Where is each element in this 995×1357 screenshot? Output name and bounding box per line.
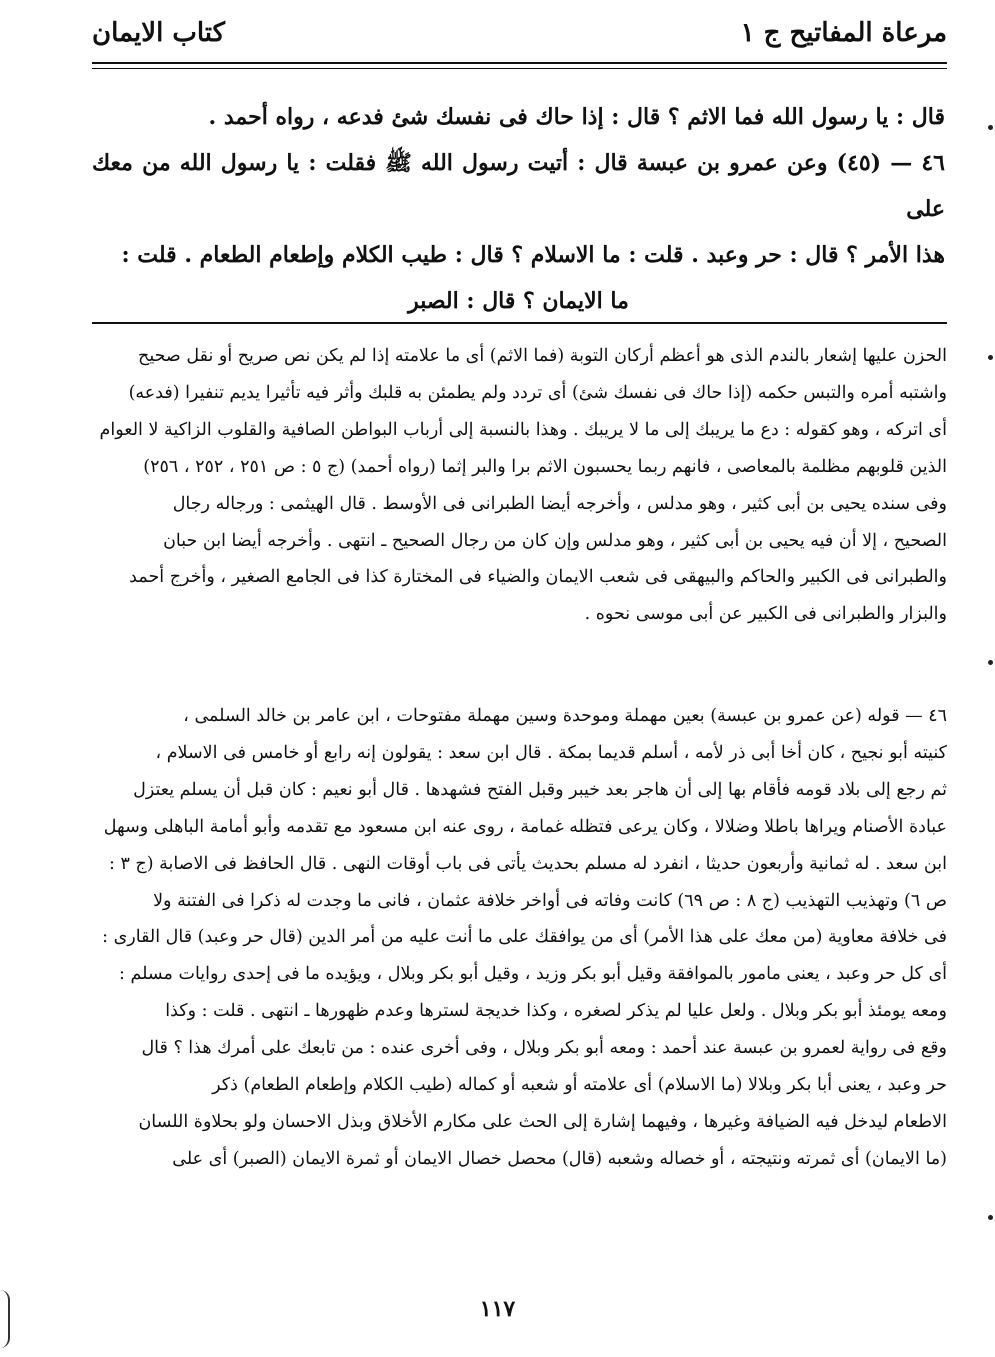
margin-mark bbox=[988, 660, 993, 665]
commentary-line: الحزن عليها إشعار بالندم الذى هو أعظم أركان التوبة (فما الاثم) أى ما علامته إذا لم يكن نص صريح أو نقل صحيح bbox=[138, 346, 947, 366]
hadith-line: ٤٦ — (٤٥) وعن عمرو بن عبسة قال : أتيت رسول الله ﷺ فقلت : يا رسول الله من معك على bbox=[92, 150, 945, 222]
page-header bbox=[92, 10, 947, 56]
commentary-line: حر وعبد ، يعنى أبا بكر وبلالا (ما الاسلام) أى علامته أو شعبه أو كماله (طيب الكلام وإطعام الطعام) ذكر bbox=[212, 1075, 947, 1096]
hadith-line: هذا الأمر ؟ قال : حر وعبد . قلت : ما الاسلام ؟ قال : طيب الكلام وإطعام الطعام . قلت : bbox=[121, 242, 945, 268]
commentary-line: الاطعام ليدخل فيه الضيافة وغيرها ، وفيهما إشارة إلى الحث على مكارم الأخلاق وبذل الاحسان ولو بحلاوة اللسان bbox=[138, 1111, 947, 1132]
header-rule bbox=[92, 62, 947, 69]
margin-mark bbox=[988, 125, 993, 130]
commentary-line: وقع فى رواية لعمرو بن عبسة عند أحمد : ومعه أبو بكر وبلال ، وفى أخرى عنده : من تابعك على أمرك هذا ؟ قال bbox=[141, 1038, 947, 1059]
hadith-line: قال : يا رسول الله فما الاثم ؟ قال : إذا حاك فى نفسك شئ فدعه ، رواه أحمد . bbox=[208, 104, 945, 130]
commentary-line: واشتبه أمره والتبس حكمه (إذا حاك فى نفسك شئ) أى تردد ولم يطمئن به قلبك وأثر فيه تأثيرا يديم تنفيرا (فدعه) bbox=[128, 382, 947, 403]
commentary-line: الذين قلوبهم مظلمة بالمعاصى ، فانهم ربما يحسبون الاثم برا والبر إثما (رواه أحمد) (ج ٥ : ص ٢٥١ ، ٢٥٢ ، ٢٥٦) bbox=[143, 456, 947, 477]
commentary-line: (ما الايمان) أى ثمرته ونتيجته ، أو خصاله وشعبه (قال) محصل خصال الايمان أو ثمرة الايمان (الصبر) أى على bbox=[172, 1148, 947, 1169]
commentary-line: ابن سعد . له ثمانية وأربعون حديثا ، انفرد له مسلم بحديث يأتى فى باب أوقات النهى . قال الحافظ فى الاصابة (ج ٣ : bbox=[108, 853, 947, 874]
page-edge-mark bbox=[0, 1290, 10, 1348]
book-title: مرعاة المفاتيح ج ١ bbox=[740, 18, 947, 48]
commentary-line: أى كل حر وعبد ، يعنى مامور بالموافقة وقيل أبو بكر وزيد ، وقيل أبو بكر وبلال ، ويؤيده ما فى إحدى روايات مسلم : bbox=[119, 964, 947, 985]
section-divider bbox=[92, 322, 947, 324]
page-number: ١١٧ bbox=[479, 1296, 516, 1322]
commentary-line: فى خلافة معاوية (من معك على هذا الأمر) أى من يوافقك على ما أنت عليه من أمر الدين (قال حر وعبد) قال القارى : bbox=[102, 927, 947, 948]
commentary-line: والبزار والطبرانى فى الكبير عن أبى موسى نحوه . bbox=[584, 604, 947, 625]
commentary-line: كنيته أبو نجيح ، كان أخا أبى ذر لأمه ، أسلم قديما بمكة . قال ابن سعد : يقولون إنه رابع أو خامس فى الاسلام ، bbox=[155, 742, 947, 763]
commentary-line: عبادة الأصنام ويراها باطلا وضلالا ، وكان يرعى فتظله غمامة ، روى عنه ابن مسعود مع تقدمه وأبو أمامة الباهلى وسهل bbox=[103, 816, 947, 837]
margin-mark bbox=[988, 1215, 993, 1220]
hadith-text bbox=[92, 94, 945, 324]
commentary-line: ص ٦) وتهذيب التهذيب (ج ٨ : ص ٦٩) كانت وفاته فى أواخر خلافة عثمان ، فانى ما وجدت له ذكرا فى الفتنة ولا bbox=[153, 890, 947, 911]
commentary-line: وفى سنده يحيى بن أبى كثير ، وهو مدلس ، وأخرجه أيضا الطبرانى فى الأوسط . قال الهيثمى : ورجاله رجال bbox=[172, 493, 947, 514]
commentary-line: والطبرانى فى الكبير والحاكم والبيهقى فى شعب الايمان والضياء فى المختارة كذا فى الجامع الصغير ، وأخرج أحمد bbox=[129, 567, 947, 588]
commentary-line: ثم رجع إلى بلاد قومه فأقام بها إلى أن هاجر بعد خيبر وقبل الفتح فشهدها . قال أبو نعيم : كان قبل أن يسلم يعتزل bbox=[133, 779, 947, 800]
hadith-line: ما الايمان ؟ قال : الصبر bbox=[408, 288, 629, 314]
margin-mark bbox=[988, 355, 993, 360]
commentary-block-2 bbox=[92, 698, 947, 1178]
commentary-line: الصحيح ، إلا أن فيه يحيى بن أبى كثير ، وهو مدلس وإن كان من رجال الصحيح ـ انتهى . وأخرجه أيضا ابن حبان bbox=[163, 530, 947, 551]
commentary-block-1 bbox=[92, 338, 947, 633]
commentary-line: ومعه يومئذ أبو بكر وبلال . ولعل عليا لم يذكر لصغره ، وكذا خديجة لسترها وعدم ظهورها ـ انتهى . قلت : وكذا bbox=[165, 1001, 947, 1022]
commentary-line: ٤٦ — قوله (عن عمرو بن عبسة) بعين مهملة وموحدة وسين مهملة مفتوحات ، ابن عامر بن خالد السلمى ، bbox=[183, 706, 947, 726]
commentary-line: أى اتركه ، وهو كقوله : دع ما يريبك إلى ما لا يريبك . وهذا بالنسبة إلى أرباب البواطن الصافية والقلوب الزاكية لا العوام bbox=[99, 419, 947, 440]
chapter-title: كتاب الايمان bbox=[92, 18, 226, 48]
